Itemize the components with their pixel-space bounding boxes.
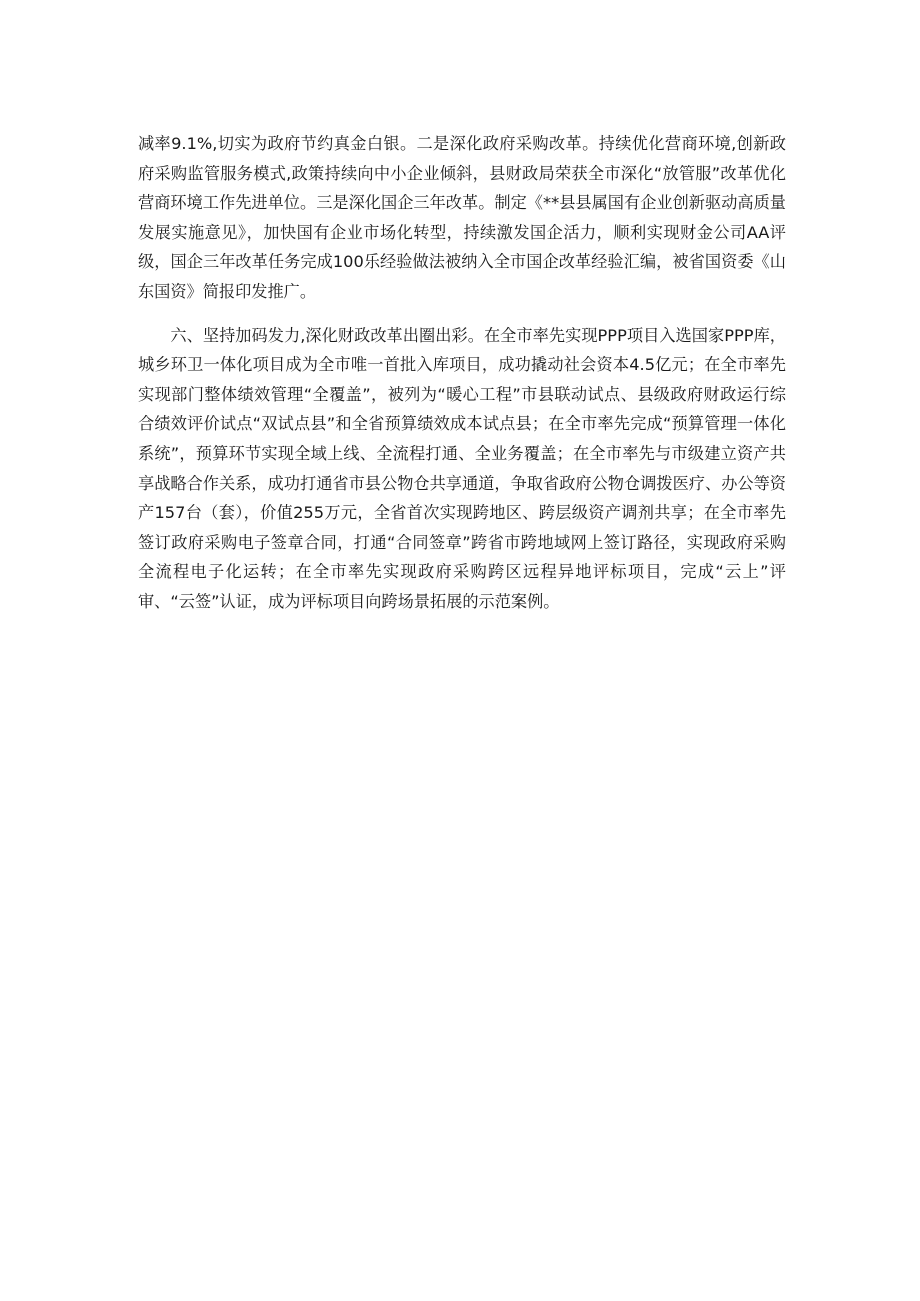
document-body	[138, 129, 786, 617]
paragraph-section-six: 六、坚持加码发力,深化财政改革出圈出彩。在全市率先实现PPP项目入选国家PPP库，城乡环卫一体化项目成为全市唯一首批入库项目，成功撬动社会资本4.5亿元；在全市率先实现部门整体绩效管理“全覆盖”，被列为“暖心工程”市县联动试点、县级政府财政运行综合绩效评价试点“双试点县”和全省预算绩效成本试点县；在全市率先完成“预算管理一体化系统”，预算环节实现全域上线、全流程打通、全业务覆盖；在全市率先与市级建立资产共享战略合作关系，成功打通省市县公物仓共享通道，争取省政府公物仓调拨医疗、办公等资产157台（套），价值255万元，全省首次实现跨地区、跨层级资产调剂共享；在全市率先签订政府采购电子签章合同，打通“合同签章”跨省市跨地域网上签订路径，实现政府采购全流程电子化运转；在全市率先实现政府采购跨区远程异地评标项目，完成“云上”评审、“云签”认证，成为评标项目向跨场景拓展的示范案例。	[138, 325, 786, 611]
paragraph-continued-reform: 减率9.1%,切实为政府节约真金白银。二是深化政府采购改革。持续优化营商环境,创新政府采购监管服务模式,政策持续向中小企业倾斜，县财政局荣获全市深化“放管服”改革优化营商环境工作先进单位。三是深化国企三年改革。制定《**县县属国有企业创新驱动高质量发展实施意见》，加快国有企业市场化转型，持续激发国企活力，顺利实现财金公司AA评级，国企三年改革任务完成100乐经验做法被纳入全市国企改革经验汇编，被省国资委《山东国资》简报印发推广。	[138, 134, 786, 301]
